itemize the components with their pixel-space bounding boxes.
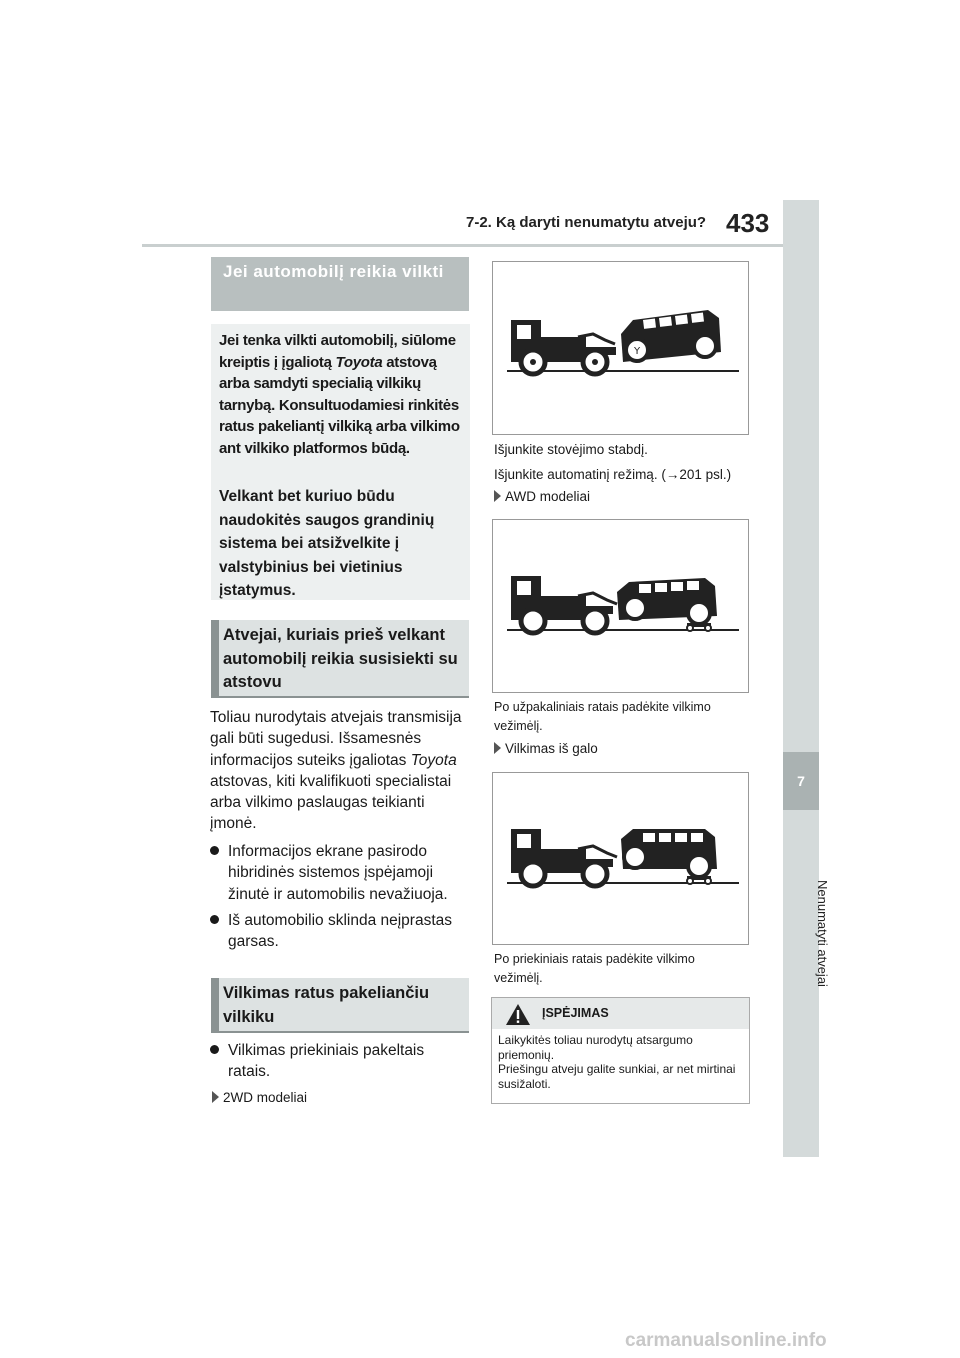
model-label-awd: AWD modeliai — [494, 489, 590, 504]
chapter-number: 7 — [783, 752, 819, 810]
warning-title: ĮSPĖJIMAS — [542, 1006, 609, 1020]
tow-truck-illustration-2wd — [492, 261, 749, 435]
page-number: 433 — [726, 208, 770, 238]
list-item: Iš automobilio sklinda neįprastas garsas. — [210, 910, 470, 953]
arrow-right-icon — [212, 1091, 219, 1103]
section-title: 7-2. Ką daryti nenumatytu atveju? — [466, 214, 707, 231]
rear-towing-label: Vilkimas iš galo — [494, 741, 598, 756]
disable-auto-mode: Išjunkite automatinį režimą. (→201 psl.) — [494, 467, 732, 482]
tow-truck-illustration-rear — [492, 772, 749, 945]
watermark: carmanualsonline.info — [625, 1330, 827, 1351]
towing-heading: Jei automobilį reikia vilkti — [211, 257, 469, 311]
safety-chain-paragraph: Velkant bet kuriuo būdu naudokitės saugos grandinių sistema bei atsižvelkite į valstybinius bei vietinius įstatymus. — [219, 488, 435, 599]
front-dolly-caption: Po priekiniais ratais padėkite vilkimo vežimėlį. — [494, 952, 695, 985]
arrow-right-icon — [494, 490, 501, 502]
header-rule — [142, 244, 784, 247]
warning-text: Laikykitės toliau nurodytų atsargumo priemonių. Priešingu atveju galite sunkiai, ar net mirtinai susižaloti. — [498, 1033, 736, 1091]
towing-intro-paragraph: Jei tenka vilkti automobilį, siūlome kreiptis į įgaliotą Toyota atstovą arba samdyti specialią vilkikų tarnybą. Konsultuodamiesi rinkitės ratus pakeliantį vilkiką arba vilkimo ant vilkiko platformos būdą. — [219, 332, 460, 457]
bullet-icon — [210, 1045, 219, 1054]
chapter-label: Nenumatyti atvejai — [815, 880, 830, 987]
list-item: Vilkimas priekiniais pakeltais ratais. — [210, 1040, 470, 1083]
model-label-2wd: 2WD modeliai — [212, 1090, 307, 1105]
contact-dealer-paragraph: Toliau nurodytais atvejais transmisija gali būti sugedusi. Išsamesnės informacijos suteiks įgaliotas Toyota atstovas, kiti kvalifikuoti specialistai arba vilkimo paslaugas teikianti įmonė. — [210, 709, 462, 833]
svg-text:Y: Y — [633, 346, 641, 357]
wheel-lift-heading: Vilkimas ratus pakeliančiu vilkiku — [211, 978, 469, 1033]
arrow-right-icon — [494, 742, 501, 754]
bullet-icon — [210, 915, 219, 924]
release-parking-brake: Išjunkite stovėjimo stabdį. — [494, 442, 648, 457]
contact-dealer-heading: Atvejai, kuriais prieš velkant automobilį reikia susisiekti su atstovu — [211, 620, 469, 698]
tow-truck-illustration-awd — [492, 519, 749, 693]
list-item: Informacijos ekrane pasirodo hibridinės sistemos įspėjamoji žinutė ir automobilis nevažiuoja. — [210, 841, 470, 905]
bullet-icon — [210, 846, 219, 855]
chapter-side-tab — [783, 200, 819, 1157]
warning-box — [491, 997, 750, 1104]
warning-triangle-icon — [505, 1003, 531, 1031]
rear-dolly-caption: Po užpakaliniais ratais padėkite vilkimo vežimėlį. — [494, 700, 711, 733]
